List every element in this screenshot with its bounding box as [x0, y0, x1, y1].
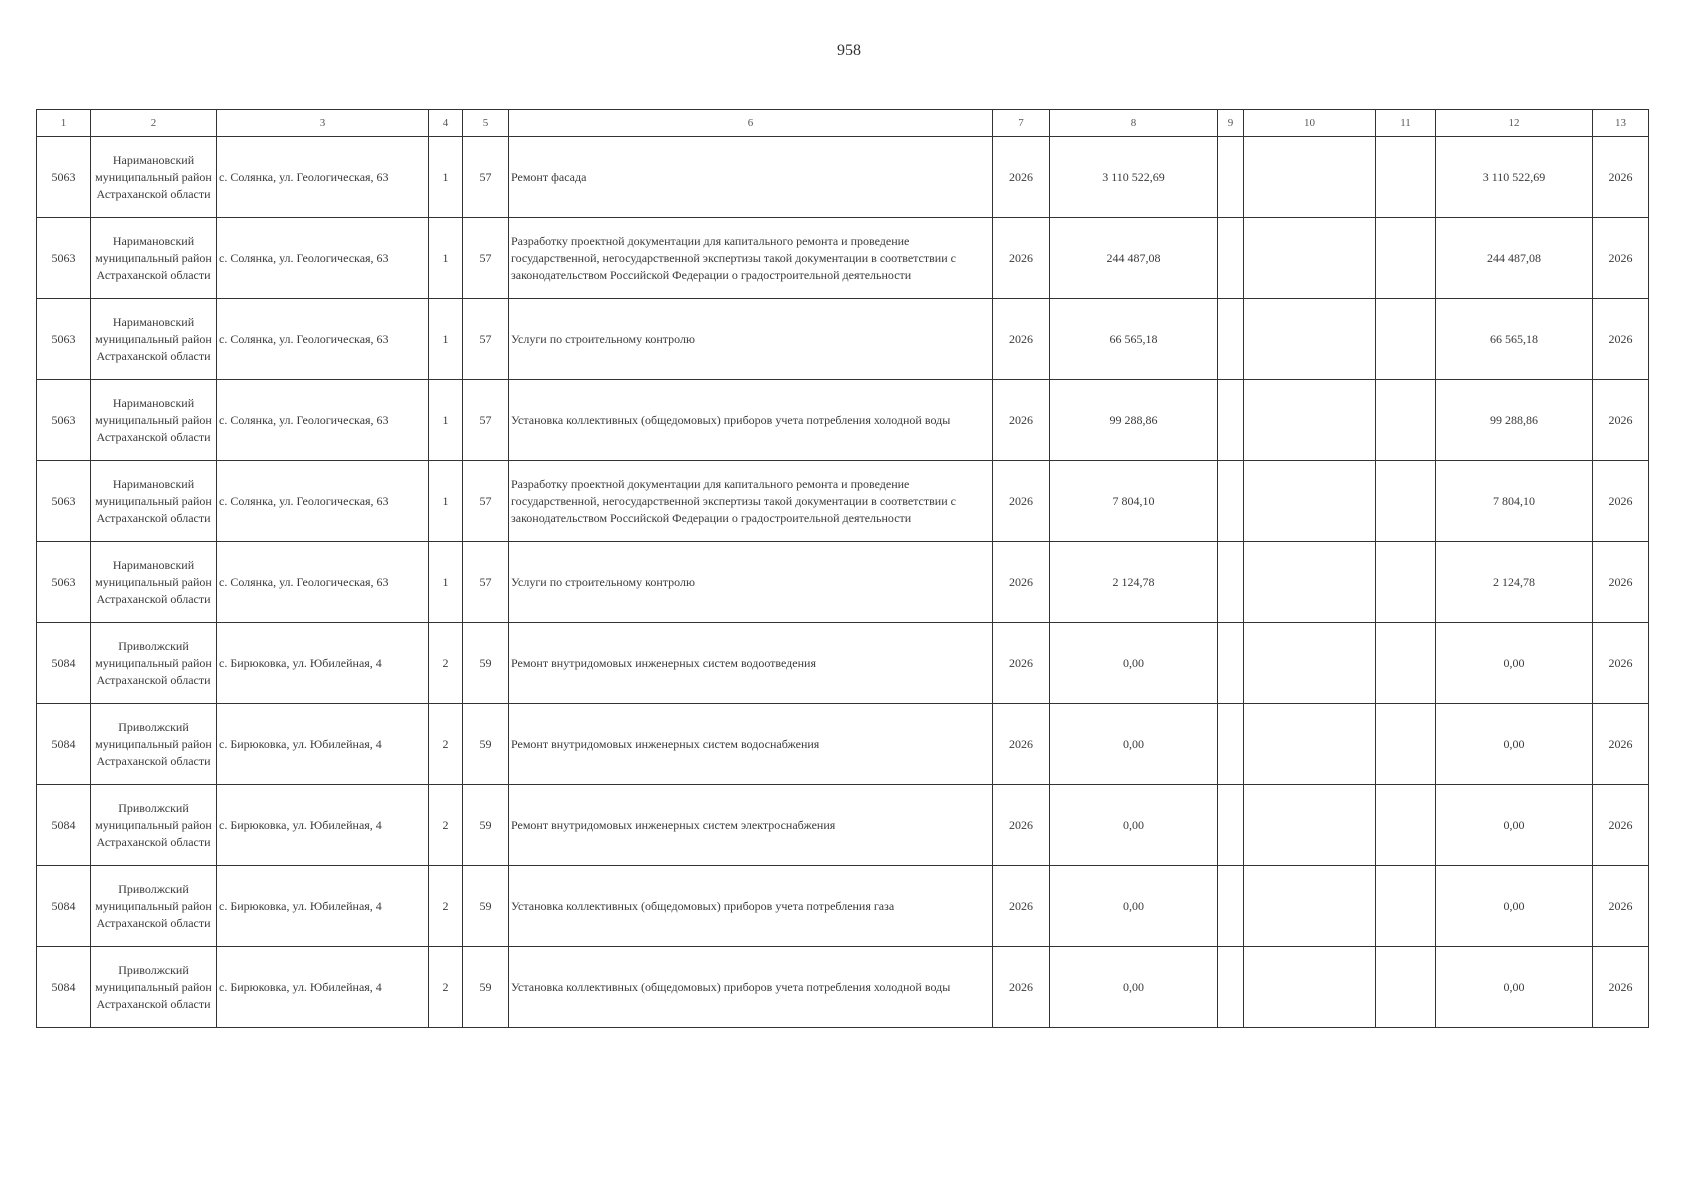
cell-col-5: 59 [463, 947, 509, 1028]
cell-registry-number: 5063 [37, 461, 91, 542]
cell-col-10 [1244, 380, 1376, 461]
cell-year: 2026 [993, 785, 1050, 866]
cell-registry-number: 5063 [37, 299, 91, 380]
column-header: 11 [1376, 110, 1436, 137]
cell-col-9 [1218, 947, 1244, 1028]
table-row [37, 866, 1649, 947]
cell-col-5: 57 [463, 542, 509, 623]
cell-year: 2026 [993, 542, 1050, 623]
cell-col-10 [1244, 947, 1376, 1028]
table-row [37, 947, 1649, 1028]
cell-cost-total: 66 565,18 [1050, 299, 1218, 380]
cell-col-11 [1376, 623, 1436, 704]
column-header: 4 [429, 110, 463, 137]
cell-col-5: 57 [463, 137, 509, 218]
cell-cost-total: 244 487,08 [1050, 218, 1218, 299]
cell-year: 2026 [993, 218, 1050, 299]
cell-col-9 [1218, 461, 1244, 542]
cell-col-4: 2 [429, 785, 463, 866]
cell-municipality: Наримановский муниципальный район Астраханской области [91, 461, 217, 542]
cell-address: с. Солянка, ул. Геологическая, 63 [217, 461, 429, 542]
cell-col-5: 59 [463, 866, 509, 947]
table-row [37, 785, 1649, 866]
cell-year: 2026 [993, 623, 1050, 704]
cell-year-end: 2026 [1593, 785, 1649, 866]
cell-cost-fund: 3 110 522,69 [1436, 137, 1593, 218]
cell-col-5: 59 [463, 785, 509, 866]
cell-address: с. Солянка, ул. Геологическая, 63 [217, 299, 429, 380]
cell-municipality: Наримановский муниципальный район Астраханской области [91, 218, 217, 299]
cell-cost-fund: 7 804,10 [1436, 461, 1593, 542]
cell-col-5: 59 [463, 704, 509, 785]
cell-registry-number: 5084 [37, 866, 91, 947]
cell-year: 2026 [993, 299, 1050, 380]
cell-cost-total: 0,00 [1050, 704, 1218, 785]
cell-work-type: Ремонт внутридомовых инженерных систем водоснабжения [509, 704, 993, 785]
cell-municipality: Приволжский муниципальный район Астраханской области [91, 785, 217, 866]
cell-col-11 [1376, 137, 1436, 218]
column-header: 2 [91, 110, 217, 137]
table-row [37, 461, 1649, 542]
cell-address: с. Солянка, ул. Геологическая, 63 [217, 218, 429, 299]
cell-address: с. Бирюковка, ул. Юбилейная, 4 [217, 623, 429, 704]
column-header: 10 [1244, 110, 1376, 137]
cell-col-10 [1244, 785, 1376, 866]
cell-cost-total: 0,00 [1050, 947, 1218, 1028]
cell-year: 2026 [993, 137, 1050, 218]
cell-cost-fund: 0,00 [1436, 785, 1593, 866]
cell-col-11 [1376, 866, 1436, 947]
cell-municipality: Наримановский муниципальный район Астраханской области [91, 542, 217, 623]
cell-address: с. Солянка, ул. Геологическая, 63 [217, 380, 429, 461]
column-number-header-row [37, 110, 1649, 137]
cell-cost-total: 0,00 [1050, 785, 1218, 866]
cell-col-9 [1218, 542, 1244, 623]
cell-cost-fund: 0,00 [1436, 947, 1593, 1028]
cell-registry-number: 5063 [37, 218, 91, 299]
cell-col-10 [1244, 542, 1376, 623]
cell-address: с. Бирюковка, ул. Юбилейная, 4 [217, 785, 429, 866]
cell-col-9 [1218, 137, 1244, 218]
cell-work-type: Установка коллективных (общедомовых) приборов учета потребления газа [509, 866, 993, 947]
cell-registry-number: 5063 [37, 137, 91, 218]
cell-year-end: 2026 [1593, 380, 1649, 461]
cell-col-4: 2 [429, 704, 463, 785]
cell-col-5: 57 [463, 299, 509, 380]
cell-col-9 [1218, 623, 1244, 704]
cell-work-type: Услуги по строительному контролю [509, 299, 993, 380]
cell-cost-fund: 2 124,78 [1436, 542, 1593, 623]
column-header: 6 [509, 110, 993, 137]
cell-registry-number: 5084 [37, 623, 91, 704]
cell-cost-fund: 0,00 [1436, 866, 1593, 947]
cell-cost-fund: 0,00 [1436, 623, 1593, 704]
cell-work-type: Услуги по строительному контролю [509, 542, 993, 623]
cell-col-5: 57 [463, 380, 509, 461]
cell-registry-number: 5084 [37, 947, 91, 1028]
cell-registry-number: 5063 [37, 380, 91, 461]
cell-col-9 [1218, 299, 1244, 380]
table-row [37, 542, 1649, 623]
cell-cost-total: 7 804,10 [1050, 461, 1218, 542]
cell-address: с. Бирюковка, ул. Юбилейная, 4 [217, 866, 429, 947]
table-row [37, 137, 1649, 218]
cell-col-4: 1 [429, 380, 463, 461]
cell-col-9 [1218, 785, 1244, 866]
cell-cost-total: 3 110 522,69 [1050, 137, 1218, 218]
column-header: 12 [1436, 110, 1593, 137]
cell-col-11 [1376, 380, 1436, 461]
cell-work-type: Ремонт фасада [509, 137, 993, 218]
cell-cost-total: 0,00 [1050, 623, 1218, 704]
cell-cost-fund: 99 288,86 [1436, 380, 1593, 461]
cell-registry-number: 5063 [37, 542, 91, 623]
cell-municipality: Наримановский муниципальный район Астраханской области [91, 299, 217, 380]
cell-municipality: Приволжский муниципальный район Астраханской области [91, 623, 217, 704]
cell-year-end: 2026 [1593, 623, 1649, 704]
cell-col-10 [1244, 704, 1376, 785]
cell-col-10 [1244, 218, 1376, 299]
repair-schedule-table [36, 109, 1649, 1028]
cell-col-4: 2 [429, 623, 463, 704]
cell-col-4: 1 [429, 542, 463, 623]
cell-year: 2026 [993, 704, 1050, 785]
table-row [37, 623, 1649, 704]
cell-col-9 [1218, 218, 1244, 299]
cell-col-9 [1218, 380, 1244, 461]
cell-col-11 [1376, 461, 1436, 542]
cell-municipality: Приволжский муниципальный район Астраханской области [91, 866, 217, 947]
cell-cost-fund: 66 565,18 [1436, 299, 1593, 380]
column-header: 9 [1218, 110, 1244, 137]
cell-year-end: 2026 [1593, 218, 1649, 299]
cell-registry-number: 5084 [37, 704, 91, 785]
cell-col-9 [1218, 704, 1244, 785]
cell-col-5: 59 [463, 623, 509, 704]
column-header: 3 [217, 110, 429, 137]
cell-year: 2026 [993, 461, 1050, 542]
cell-municipality: Наримановский муниципальный район Астраханской области [91, 137, 217, 218]
cell-work-type: Установка коллективных (общедомовых) приборов учета потребления холодной воды [509, 947, 993, 1028]
cell-col-11 [1376, 947, 1436, 1028]
cell-col-10 [1244, 866, 1376, 947]
cell-col-10 [1244, 623, 1376, 704]
cell-col-10 [1244, 299, 1376, 380]
cell-work-type: Разработку проектной документации для капитального ремонта и проведение государственной, негосударственной экспертизы такой документации в соответствии с законодательством Российской Федерации о градостроительной деятельности [509, 218, 993, 299]
cell-col-11 [1376, 299, 1436, 380]
cell-year-end: 2026 [1593, 947, 1649, 1028]
column-header: 1 [37, 110, 91, 137]
cell-col-11 [1376, 704, 1436, 785]
cell-year: 2026 [993, 947, 1050, 1028]
cell-col-4: 2 [429, 866, 463, 947]
column-header: 8 [1050, 110, 1218, 137]
cell-col-4: 1 [429, 137, 463, 218]
cell-col-10 [1244, 461, 1376, 542]
cell-col-4: 1 [429, 299, 463, 380]
table-row [37, 704, 1649, 785]
cell-year: 2026 [993, 866, 1050, 947]
table-row [37, 380, 1649, 461]
cell-municipality: Наримановский муниципальный район Астраханской области [91, 380, 217, 461]
column-header: 13 [1593, 110, 1649, 137]
cell-year-end: 2026 [1593, 704, 1649, 785]
cell-address: с. Солянка, ул. Геологическая, 63 [217, 137, 429, 218]
cell-work-type: Ремонт внутридомовых инженерных систем электроснабжения [509, 785, 993, 866]
table-row [37, 299, 1649, 380]
cell-col-11 [1376, 218, 1436, 299]
cell-col-5: 57 [463, 218, 509, 299]
column-header: 5 [463, 110, 509, 137]
cell-cost-fund: 0,00 [1436, 704, 1593, 785]
cell-municipality: Приволжский муниципальный район Астраханской области [91, 947, 217, 1028]
page-number: 958 [837, 42, 861, 59]
cell-municipality: Приволжский муниципальный район Астраханской области [91, 704, 217, 785]
cell-col-5: 57 [463, 461, 509, 542]
cell-col-11 [1376, 542, 1436, 623]
cell-work-type: Ремонт внутридомовых инженерных систем водоотведения [509, 623, 993, 704]
cell-cost-total: 0,00 [1050, 866, 1218, 947]
cell-col-4: 1 [429, 218, 463, 299]
cell-year-end: 2026 [1593, 542, 1649, 623]
cell-year: 2026 [993, 380, 1050, 461]
cell-cost-fund: 244 487,08 [1436, 218, 1593, 299]
cell-col-4: 2 [429, 947, 463, 1028]
cell-col-9 [1218, 866, 1244, 947]
column-header: 7 [993, 110, 1050, 137]
cell-work-type: Установка коллективных (общедомовых) приборов учета потребления холодной воды [509, 380, 993, 461]
cell-address: с. Солянка, ул. Геологическая, 63 [217, 542, 429, 623]
table-row [37, 218, 1649, 299]
cell-year-end: 2026 [1593, 299, 1649, 380]
cell-col-4: 1 [429, 461, 463, 542]
cell-address: с. Бирюковка, ул. Юбилейная, 4 [217, 704, 429, 785]
cell-year-end: 2026 [1593, 137, 1649, 218]
cell-work-type: Разработку проектной документации для капитального ремонта и проведение государственной, негосударственной экспертизы такой документации в соответствии с законодательством Российской Федерации о градостроительной деятельности [509, 461, 993, 542]
cell-col-11 [1376, 785, 1436, 866]
cell-cost-total: 2 124,78 [1050, 542, 1218, 623]
cell-col-10 [1244, 137, 1376, 218]
cell-address: с. Бирюковка, ул. Юбилейная, 4 [217, 947, 429, 1028]
cell-year-end: 2026 [1593, 866, 1649, 947]
cell-registry-number: 5084 [37, 785, 91, 866]
cell-cost-total: 99 288,86 [1050, 380, 1218, 461]
cell-year-end: 2026 [1593, 461, 1649, 542]
